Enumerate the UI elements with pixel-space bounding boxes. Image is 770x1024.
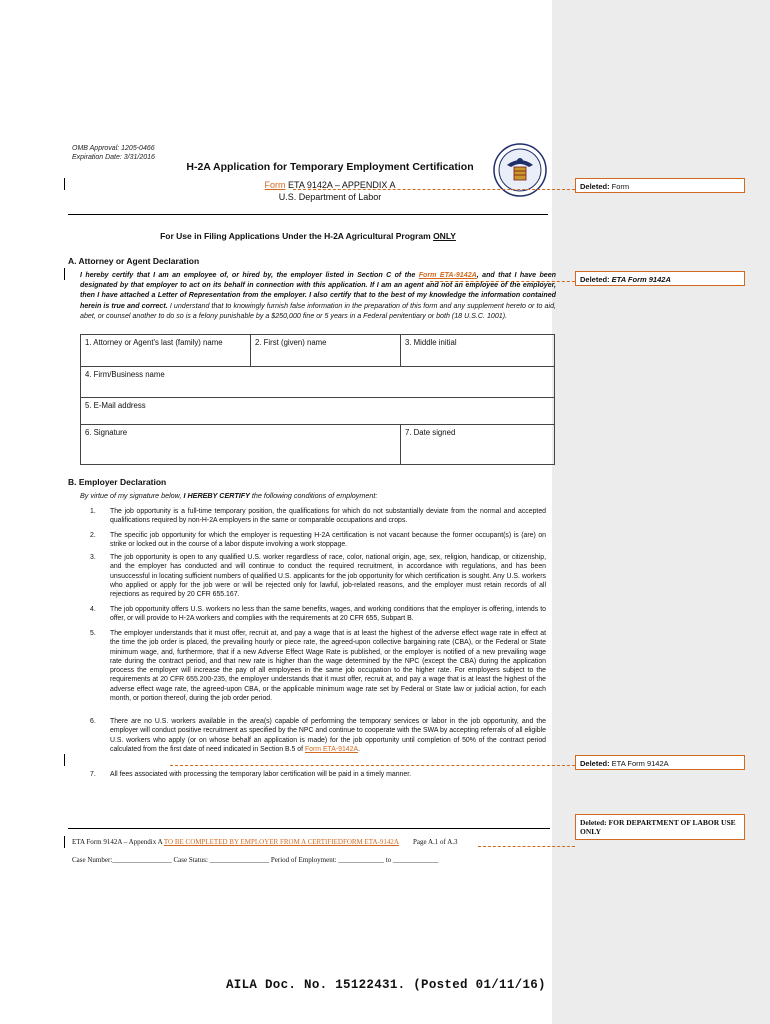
case-number-line: Case Number:_________________ Case Status: _________________ Period of Employment: _____________ to _____________ (72, 856, 439, 864)
expiration-date: Expiration Date: 3/31/2016 (72, 153, 155, 161)
inserted-form-ref: Form ETA-9142A (418, 271, 477, 279)
field-label: 1. Attorney or Agent's last (family) name (85, 338, 223, 347)
section-b-heading: B. Employer Declaration (68, 477, 167, 487)
change-bar (64, 836, 65, 848)
item-text (110, 717, 546, 754)
comment-text: ETA Form 9142A (609, 759, 669, 768)
attorney-last-name-field[interactable] (81, 335, 251, 367)
item-number: 1. (90, 508, 96, 515)
attorney-middle-initial-field[interactable] (401, 335, 555, 367)
list-item (90, 629, 546, 703)
omb-number: OMB Approval: 1205-0466 (72, 145, 155, 152)
item-text: The job opportunity offers U.S. workers no less than the same benefits, wages, and working conditions that the employer is offering, intends to offer, or will provide to H-2A workers and complies with the requirements at 20 CFR 655, Subpart B. (110, 606, 546, 623)
field-label: 5. E-Mail address (85, 401, 146, 410)
header-divider (68, 214, 548, 215)
item-number: 3. (90, 554, 96, 561)
field-label: 6. Signature (85, 428, 128, 437)
program-notice-only: ONLY (433, 231, 456, 241)
footer-divider (68, 828, 550, 829)
comment-margin-pane (552, 0, 770, 1024)
field-label: 7. Date signed (405, 428, 456, 437)
field-label: 4. Firm/Business name (85, 370, 165, 379)
change-bar (64, 178, 65, 190)
signature-field[interactable] (81, 425, 401, 465)
cert-text-1: I hereby certify that I am an employee of, or hired by, the employer listed in Section C of the (80, 271, 419, 279)
item-text: The job opportunity is open to any qualified U.S. worker regardless of race, color, national origin, age, sex, religion, handicap, or citizenship, and the employer has conducted and will continue to conduct the required recruitment, in accordance with regulations, and has been unsuccessful in locating sufficient numbers of qualified U.S. applicants for the job opportunity for which certification is sought. Any U.S. workers who applied or apply for the job were or will be rejected only for lawful, job-related reasons, and the employer must retain records of all rejections as required by 20 CFR 655.167. (110, 554, 546, 599)
item-number: 5. (90, 630, 96, 637)
email-address-field[interactable] (81, 398, 555, 425)
item-text: The employer understands that it must offer, recruit at, and pay a wage that is at least the highest of the adverse effect wage rate in effect at the time the job order is placed, the prevailing hourly or piece rate, the agreed-upon collective bargaining rate (CBA), or the Federal or State minimum wage, and, furthermore, that if a new Adverse Effect Wage Rate is published, or the employer is notified of a new prevailing wage rate during the contract period, and that new rate is higher than the wage determined by the NPC (except the CBA) during the application process the employer will increase the pay of all employees in the same job occupation to the higher rate. For employers subject to the requirements at 20 CFR 655.200-235, the employer understands that it must offer, recruit at, and pay a wage that is at least the highest of the adverse effect wage rate, the agreed-upon CBA, or the applicable minimum wage rate set by Federal or State law or judicial action, for each month, or portion thereof, during the job order period. (110, 630, 546, 703)
item-number: 7. (90, 771, 96, 778)
form-number-text: ETA 9142A – APPENDIX A (285, 180, 396, 190)
list-item (90, 531, 546, 550)
item-number: 4. (90, 606, 96, 613)
firm-business-name-field[interactable] (81, 367, 555, 398)
item-text: The specific job opportunity for which the employer is requesting H-2A certification is not vacant because the former occupant(s) is (are) on strike or locked out in the course of a labor dispute involving a work stoppage. (110, 532, 546, 549)
item-text: The job opportunity is a full-time temporary position, the qualifications for which do not substantially deviate from the normal and accepted qualifications required by non-H-2A employers in the same or comparable occupations and crops. (110, 508, 546, 525)
comment-label: Deleted: (580, 275, 610, 284)
item-number: 6. (90, 718, 96, 725)
inserted-form-text: Form (264, 180, 286, 190)
comment-deleted-form[interactable] (575, 178, 745, 193)
comment-leader (170, 765, 575, 766)
inserted-footer-text: TO BE COMPLETED BY EMPLOYER FROM A CERTIFIEDFORM ETA-9142A (163, 838, 399, 846)
date-signed-field[interactable] (401, 425, 555, 465)
item-text: All fees associated with processing the temporary labor certification will be paid in a timely manner. (110, 771, 412, 778)
list-item (90, 717, 546, 754)
intro-text: By virtue of my signature below, (80, 491, 184, 500)
item-text-end: . (358, 745, 360, 753)
form-title: H-2A Application for Temporary Employment Certification (186, 161, 474, 173)
comment-deleted-eta-form-2[interactable] (575, 755, 745, 770)
change-bar (64, 268, 65, 280)
comment-label: Deleted: (580, 818, 607, 827)
page-number: Page A.1 of A.3 (412, 838, 458, 846)
footer-form-reference (72, 838, 458, 846)
list-item (90, 605, 546, 624)
attorney-certification-text (80, 270, 556, 321)
footer-form-ref: ETA Form 9142A – Appendix A (72, 838, 164, 846)
comment-leader (293, 189, 575, 190)
field-label: 3. Middle initial (405, 338, 457, 347)
comment-text: FOR DEPARTMENT OF LABOR USE ONLY (580, 818, 736, 836)
attorney-first-name-field[interactable] (251, 335, 401, 367)
attorney-fields-table (80, 334, 555, 465)
employer-declaration-intro (80, 491, 377, 500)
omb-approval (72, 145, 155, 162)
cert-text-3: I understand that to knowingly furnish false information in the preparation of this form and any supplement hereto or to aid, abet, or counsel another to do so is a felony punishable by a $250,000 fine or 5 years in a Federal penitentiary or both (18 U.S.C. 1001). (80, 301, 556, 320)
inserted-form-ref: Form ETA-9142A (304, 745, 359, 753)
list-item (90, 507, 546, 526)
aila-doc-watermark: AILA Doc. No. 15122431. (Posted 01/11/16) (226, 978, 546, 992)
comment-label: Deleted: (580, 182, 610, 191)
comment-text: Form (609, 182, 630, 191)
item-number: 2. (90, 532, 96, 539)
comment-deleted-eta-form[interactable] (575, 271, 745, 286)
field-label: 2. First (given) name (255, 338, 327, 347)
list-item (90, 553, 546, 599)
comment-leader (478, 846, 575, 847)
comment-text: ETA Form 9142A (609, 275, 671, 284)
change-bar (64, 754, 65, 766)
intro-bold: I HEREBY CERTIFY (183, 491, 250, 500)
program-notice-text: For Use in Filing Applications Under the H-2A Agricultural Program (160, 231, 434, 241)
list-item (90, 770, 546, 779)
cert-text-2: , and that I have been designated by that employer to act on its behalf in connection with this application. If I am an agent and not an employee of the employer, then I have attached a Letter of Representation from the employer. I also certify that to the best of my knowledge the information contained herein is true and correct. (80, 271, 557, 310)
department-name: U.S. Department of Labor (278, 192, 382, 202)
program-notice (68, 231, 548, 241)
section-a-heading: A. Attorney or Agent Declaration (68, 256, 200, 266)
comment-label: Deleted: (580, 759, 610, 768)
comment-deleted-dol-use[interactable] (575, 814, 745, 840)
item-text-main: There are no U.S. workers available in the area(s) capable of performing the temporary services or labor in the job opportunity, and the employer will conduct positive recruitment as specified by the NPC and continue to cooperate with the SWA by accepting referrals of all eligible U.S. workers who apply (or on whose behalf an application is made) for the job opportunity until completion of 50% of the contract period calculated from the first date of need indicated in Section B.5 of (110, 718, 546, 753)
intro-text: the following conditions of employment: (249, 491, 378, 500)
